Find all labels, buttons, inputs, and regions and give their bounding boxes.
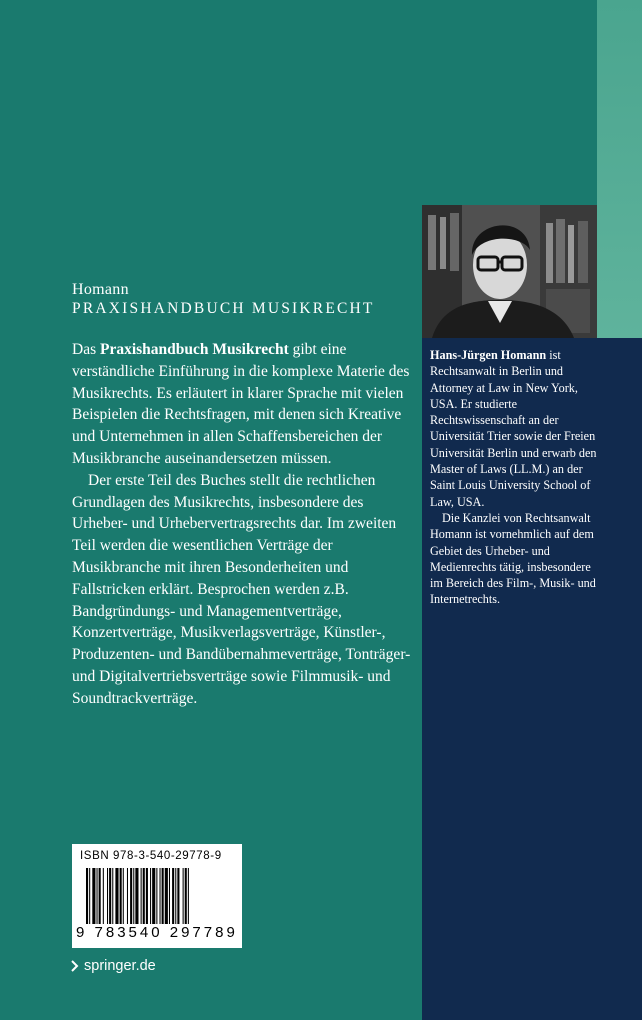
barcode-digits: 9 783540 297789 [76,924,238,941]
barcode-bars [86,868,228,924]
barcode-box [72,844,242,948]
cover-author: Homann [72,281,129,298]
isbn-label: ISBN 978-3-540-29778-9 [80,850,222,862]
bio-paragraph-1 [430,347,598,510]
author-photo [422,205,597,338]
accent-strip [597,0,642,338]
author-name: Hans-Jürgen Homann [430,348,547,362]
author-bio [430,347,598,608]
book-description [72,339,417,710]
bio-paragraph-2: Die Kanzlei von Rechtsanwalt Homann ist vornehmlich auf dem Gebiet des Urheber- und Medienrechts tätig, insbesondere im Bereich des Film-, Musik- und Internetrechts. [430,510,596,607]
publisher-link[interactable] [70,958,156,974]
description-paragraph-2: Der erste Teil des Buches stellt die rechtlichen Grundlagen des Musikrechts, insbesondere des Urheber- und Urhebervertragsrechts dar. Im zweiten Teil werden die wesentlichen Verträge der Musikbranche mit ihren Besonderheiten und Fallstricken erklärt. Besprochen werden z.B. Bandgründungs- und Managementverträge, Konzertverträge, Musikverlagsverträge, Künstler-, Produzenten- und Bandübernahmeverträge, Tonträger- und Digitalvertriebsverträge sowie Filmmusik- und Soundtrackverträge. [72,471,411,707]
chevron-right-icon [70,960,80,972]
description-text: Das [72,341,100,358]
description-paragraph-1 [72,339,417,470]
description-text: gibt eine verständliche Einführung in die komplexe Materie des Musikrechts. Es erläutert in klarer Sprache mit vielen Beispielen die Rechtsfragen, mit denen sich Kreative und Unternehmen in allen Schaffensbereichen der Musikbranche auseinandersetzen müssen. [72,341,410,467]
cover-title: PRAXISHANDBUCH MUSIKRECHT [72,300,375,317]
publisher-url: springer.de [84,958,156,974]
description-book-title: Praxishandbuch Musikrecht [99,341,289,358]
bio-text: ist Rechtsanwalt in Berlin und Attorney at Law in New York, USA. Er studierte Rechtswissenschaft an der Universität Trier sowie der Freien Universität Berlin und erwarb den Master of Laws (LL.M.) an der Saint Louis University School of Law, USA. [430,348,597,509]
